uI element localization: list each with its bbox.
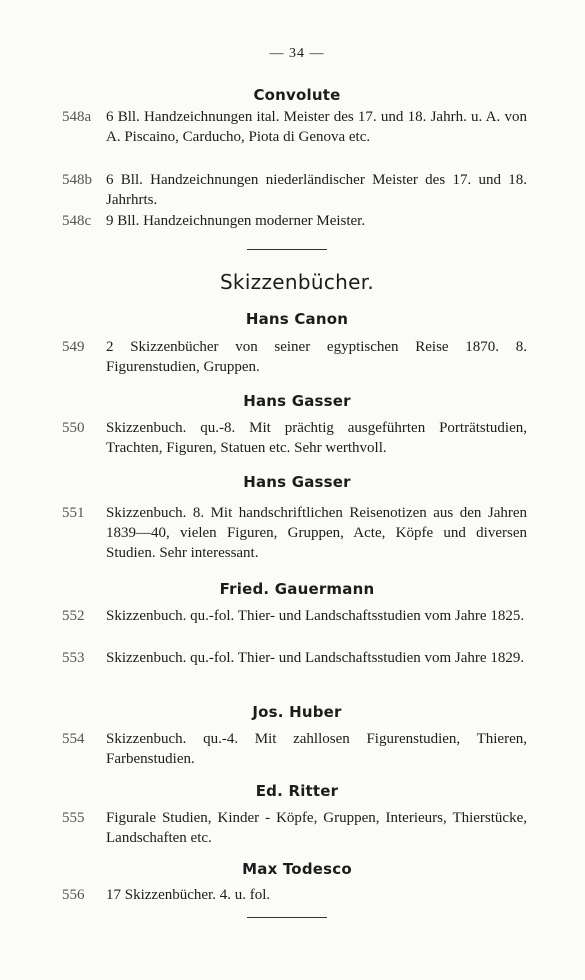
entry-text: 6 Bll. Handzeichnungen niederländischer Meister des 17. und 18. Jahrhrts.	[106, 172, 527, 208]
entry-text: Skizzenbuch. qu.-4. Mit zahllosen Figurenstudien, Thieren, Farbenstudien.	[106, 731, 527, 767]
artist-heading: Jos. Huber	[252, 703, 342, 721]
catalog-entry	[62, 211, 527, 231]
section-title: Skizzenbücher.	[219, 270, 375, 294]
page-number: — 34 —	[269, 46, 325, 61]
catalog-entry	[62, 418, 527, 458]
entry-text: 17 Skizzenbücher. 4. u. fol.	[106, 887, 271, 903]
entry-text: Figurale Studien, Kinder - Köpfe, Gruppen, Interieurs, Thierstücke, Landschaften etc.	[106, 810, 527, 846]
entry-number: 554	[62, 731, 85, 747]
entry-number: 549	[62, 339, 85, 355]
entry-number: 556	[62, 887, 85, 903]
catalog-entry	[62, 648, 527, 668]
entry-number: 548a	[62, 109, 92, 125]
entry-text: Skizzenbuch. qu.-8. Mit prächtig ausgeführten Porträtstudien, Trachten, Figuren, Statuen etc. Sehr werthvoll.	[106, 420, 527, 456]
artist-heading: Hans Gasser	[243, 392, 351, 410]
end-divider	[247, 917, 327, 918]
entry-text: 9 Bll. Handzeichnungen moderner Meister.	[106, 213, 366, 229]
section-divider	[247, 249, 327, 250]
artist-heading: Ed. Ritter	[255, 782, 339, 800]
entry-text: 6 Bll. Handzeichnungen ital. Meister des 17. und 18. Jahrh. u. A. von A. Piscaino, Carducho, Piota di Genova etc.	[106, 109, 527, 145]
entry-text: Skizzenbuch. qu.-fol. Thier- und Landschaftsstudien vom Jahre 1829.	[106, 650, 525, 666]
artist-heading: Hans Gasser	[243, 473, 351, 491]
catalog-entry	[62, 107, 527, 147]
catalog-entry	[62, 729, 527, 769]
artist-heading: Fried. Gauermann	[219, 580, 375, 598]
entry-text: 2 Skizzenbücher von seiner egyptischen Reise 1870. 8. Figurenstudien, Gruppen.	[106, 339, 527, 375]
heading-convolute: Convolute	[253, 86, 341, 104]
catalog-entry	[62, 503, 527, 563]
catalog-entry	[62, 337, 527, 377]
artist-heading: Hans Canon	[245, 310, 349, 328]
entry-number: 550	[62, 420, 85, 436]
artist-heading: Max Todesco	[242, 860, 352, 878]
entry-number: 551	[62, 505, 85, 521]
catalog-page	[62, 0, 532, 980]
entry-number: 555	[62, 810, 85, 826]
entry-number: 548c	[62, 213, 92, 229]
entry-number: 548b	[62, 172, 92, 188]
entry-text: Skizzenbuch. 8. Mit handschriftlichen Reisenotizen aus den Jahren 1839—40, vielen Figuren, Gruppen, Acte, Köpfe und diversen Studien. Sehr interessant.	[106, 505, 527, 561]
catalog-entry	[62, 808, 527, 848]
entry-number: 553	[62, 650, 85, 666]
catalog-entry	[62, 606, 527, 626]
catalog-entry	[62, 885, 527, 905]
catalog-entry	[62, 170, 527, 210]
entry-text: Skizzenbuch. qu.-fol. Thier- und Landschaftsstudien vom Jahre 1825.	[106, 608, 525, 624]
entry-number: 552	[62, 608, 85, 624]
